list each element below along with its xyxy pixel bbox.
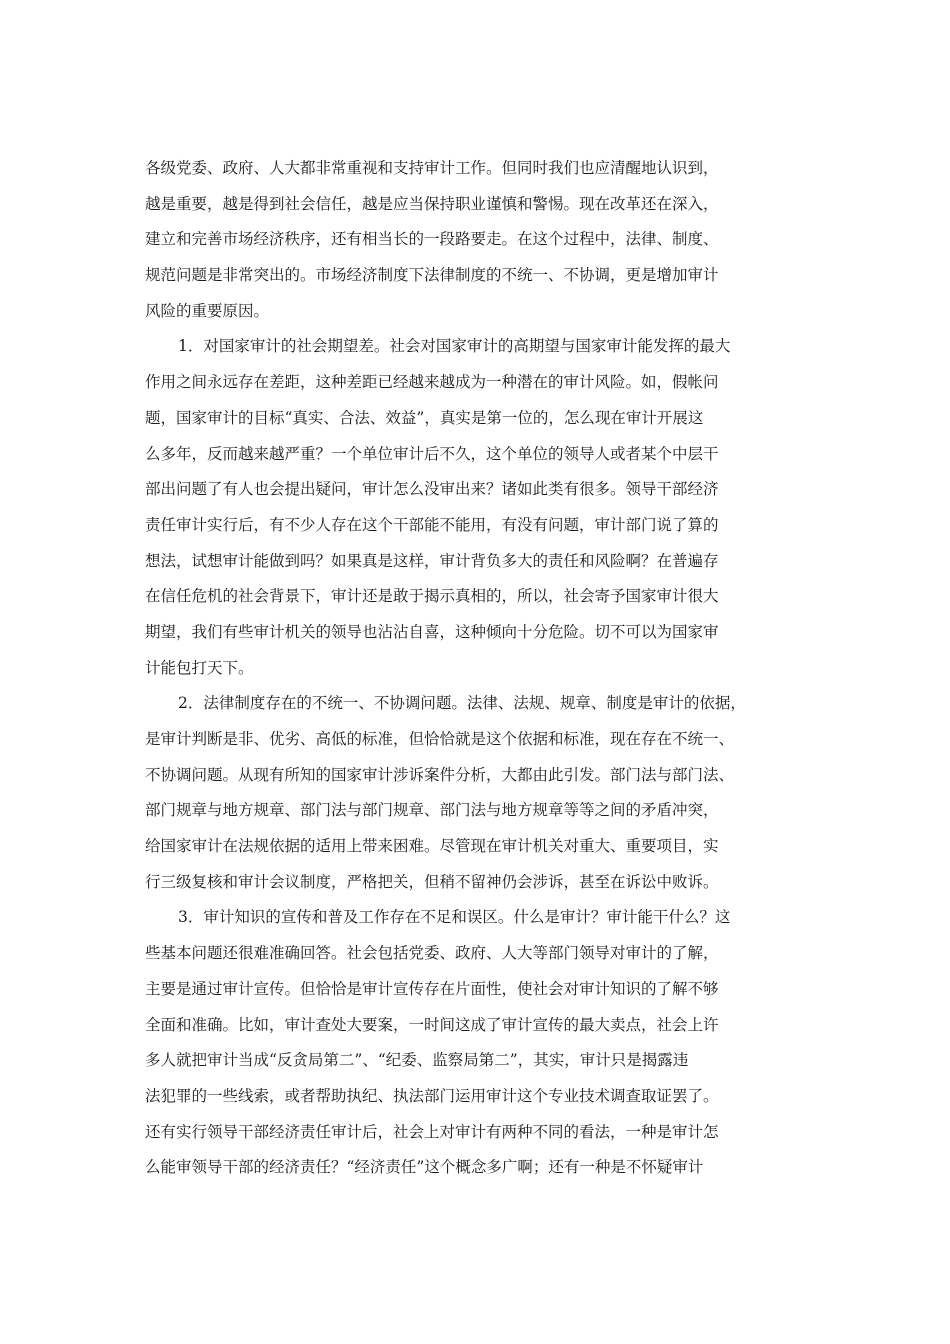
text-line: 想法，试想审计能做到吗？如果真是这样，审计背负多大的责任和风险啊？在普遍存: [145, 551, 719, 570]
body-text: [145, 151, 805, 1186]
text-line: 2．法律制度存在的不统一、不协调问题。法律、法规、规章、制度是审计的依据，: [178, 694, 746, 713]
text-line: 全面和准确。比如，审计查处大要案，一时间这成了审计宣传的最大卖点，社会上许: [145, 1015, 719, 1034]
text-line: 风险的重要原因。: [145, 301, 270, 320]
text-line: 不协调问题。从现有所知的国家审计涉诉案件分析，大都由此引发。部门法与部门法、: [145, 765, 735, 784]
text-line: 期望，我们有些审计机关的领导也沾沾自喜，这种倾向十分危险。切不可以为国家审: [145, 622, 719, 641]
text-line: 部出问题了有人也会提出疑问，审计怎么没审出来？诸如此类有很多。领导干部经济: [145, 480, 719, 499]
text-line: 规范问题是非常突出的。市场经济制度下法律制度的不统一、不协调，更是增加审计: [145, 266, 719, 285]
text-line: 题，国家审计的目标“真实、合法、效益”，真实是第一位的，怎么现在审计开展这: [145, 408, 704, 427]
text-line: 责任审计实行后，有不少人存在这个干部能不能用，有没有问题，审计部门说了算的: [145, 515, 719, 534]
text-line: 在信任危机的社会背景下，审计还是敢于揭示真相的，所以，社会寄予国家审计很大: [145, 587, 719, 606]
text-line: 计能包打天下。: [145, 658, 254, 677]
text-line: 1．对国家审计的社会期望差。社会对国家审计的高期望与国家审计能发挥的最大: [178, 337, 731, 356]
text-line: 多人就把审计当成“反贪局第二”、“纪委、监察局第二”，其实，审计只是揭露违: [145, 1051, 689, 1070]
text-line: 法犯罪的一些线索，或者帮助执纪、执法部门运用审计这个专业技术调查取证罢了。: [145, 1086, 719, 1105]
text-line: 行三级复核和审计会议制度，严格把关，但稍不留神仍会涉诉，甚至在诉讼中败诉。: [145, 872, 719, 891]
text-line: 部门规章与地方规章、部门法与部门规章、部门法与地方规章等等之间的矛盾冲突，: [145, 801, 719, 820]
text-line: 给国家审计在法规依据的适用上带来困难。尽管现在审计机关对重大、重要项目，实: [145, 837, 719, 856]
text-line: 是审计判断是非、优劣、高低的标准，但恰恰就是这个依据和标准，现在存在不统一、: [145, 730, 735, 748]
text-line: 么多年，反而越来越严重？一个单位审计后不久，这个单位的领导人或者某个中层干: [145, 444, 719, 463]
text-line: 越是重要，越是得到社会信任，越是应当保持职业谨慎和警惕。现在改革还在深入，: [145, 194, 719, 213]
text-line: 3．审计知识的宣传和普及工作存在不足和误区。什么是审计？审计能干什么？这: [178, 908, 731, 927]
text-line: 作用之间永远存在差距，这种差距已经越来越成为一种潜在的审计风险。如，假帐问: [145, 373, 719, 392]
text-line: 各级党委、政府、人大都非常重视和支持审计工作。但同时我们也应清醒地认识到，: [145, 159, 719, 177]
text-line: 主要是通过审计宣传。但恰恰是审计宣传存在片面性，使社会对审计知识的了解不够: [145, 979, 719, 998]
text-line: 还有实行领导干部经济责任审计后，社会上对审计有两种不同的看法，一种是审计怎: [145, 1122, 719, 1141]
text-line: 么能审领导干部的经济责任？“经济责任”这个概念多广啊；还有一种是不怀疑审计: [145, 1158, 704, 1177]
text-line: 些基本问题还很难准确回答。社会包括党委、政府、人大等部门领导对审计的了解，: [145, 944, 719, 963]
text-line: 建立和完善市场经济秩序，还有相当长的一段路要走。在这个过程中，法律、制度、: [145, 230, 719, 249]
